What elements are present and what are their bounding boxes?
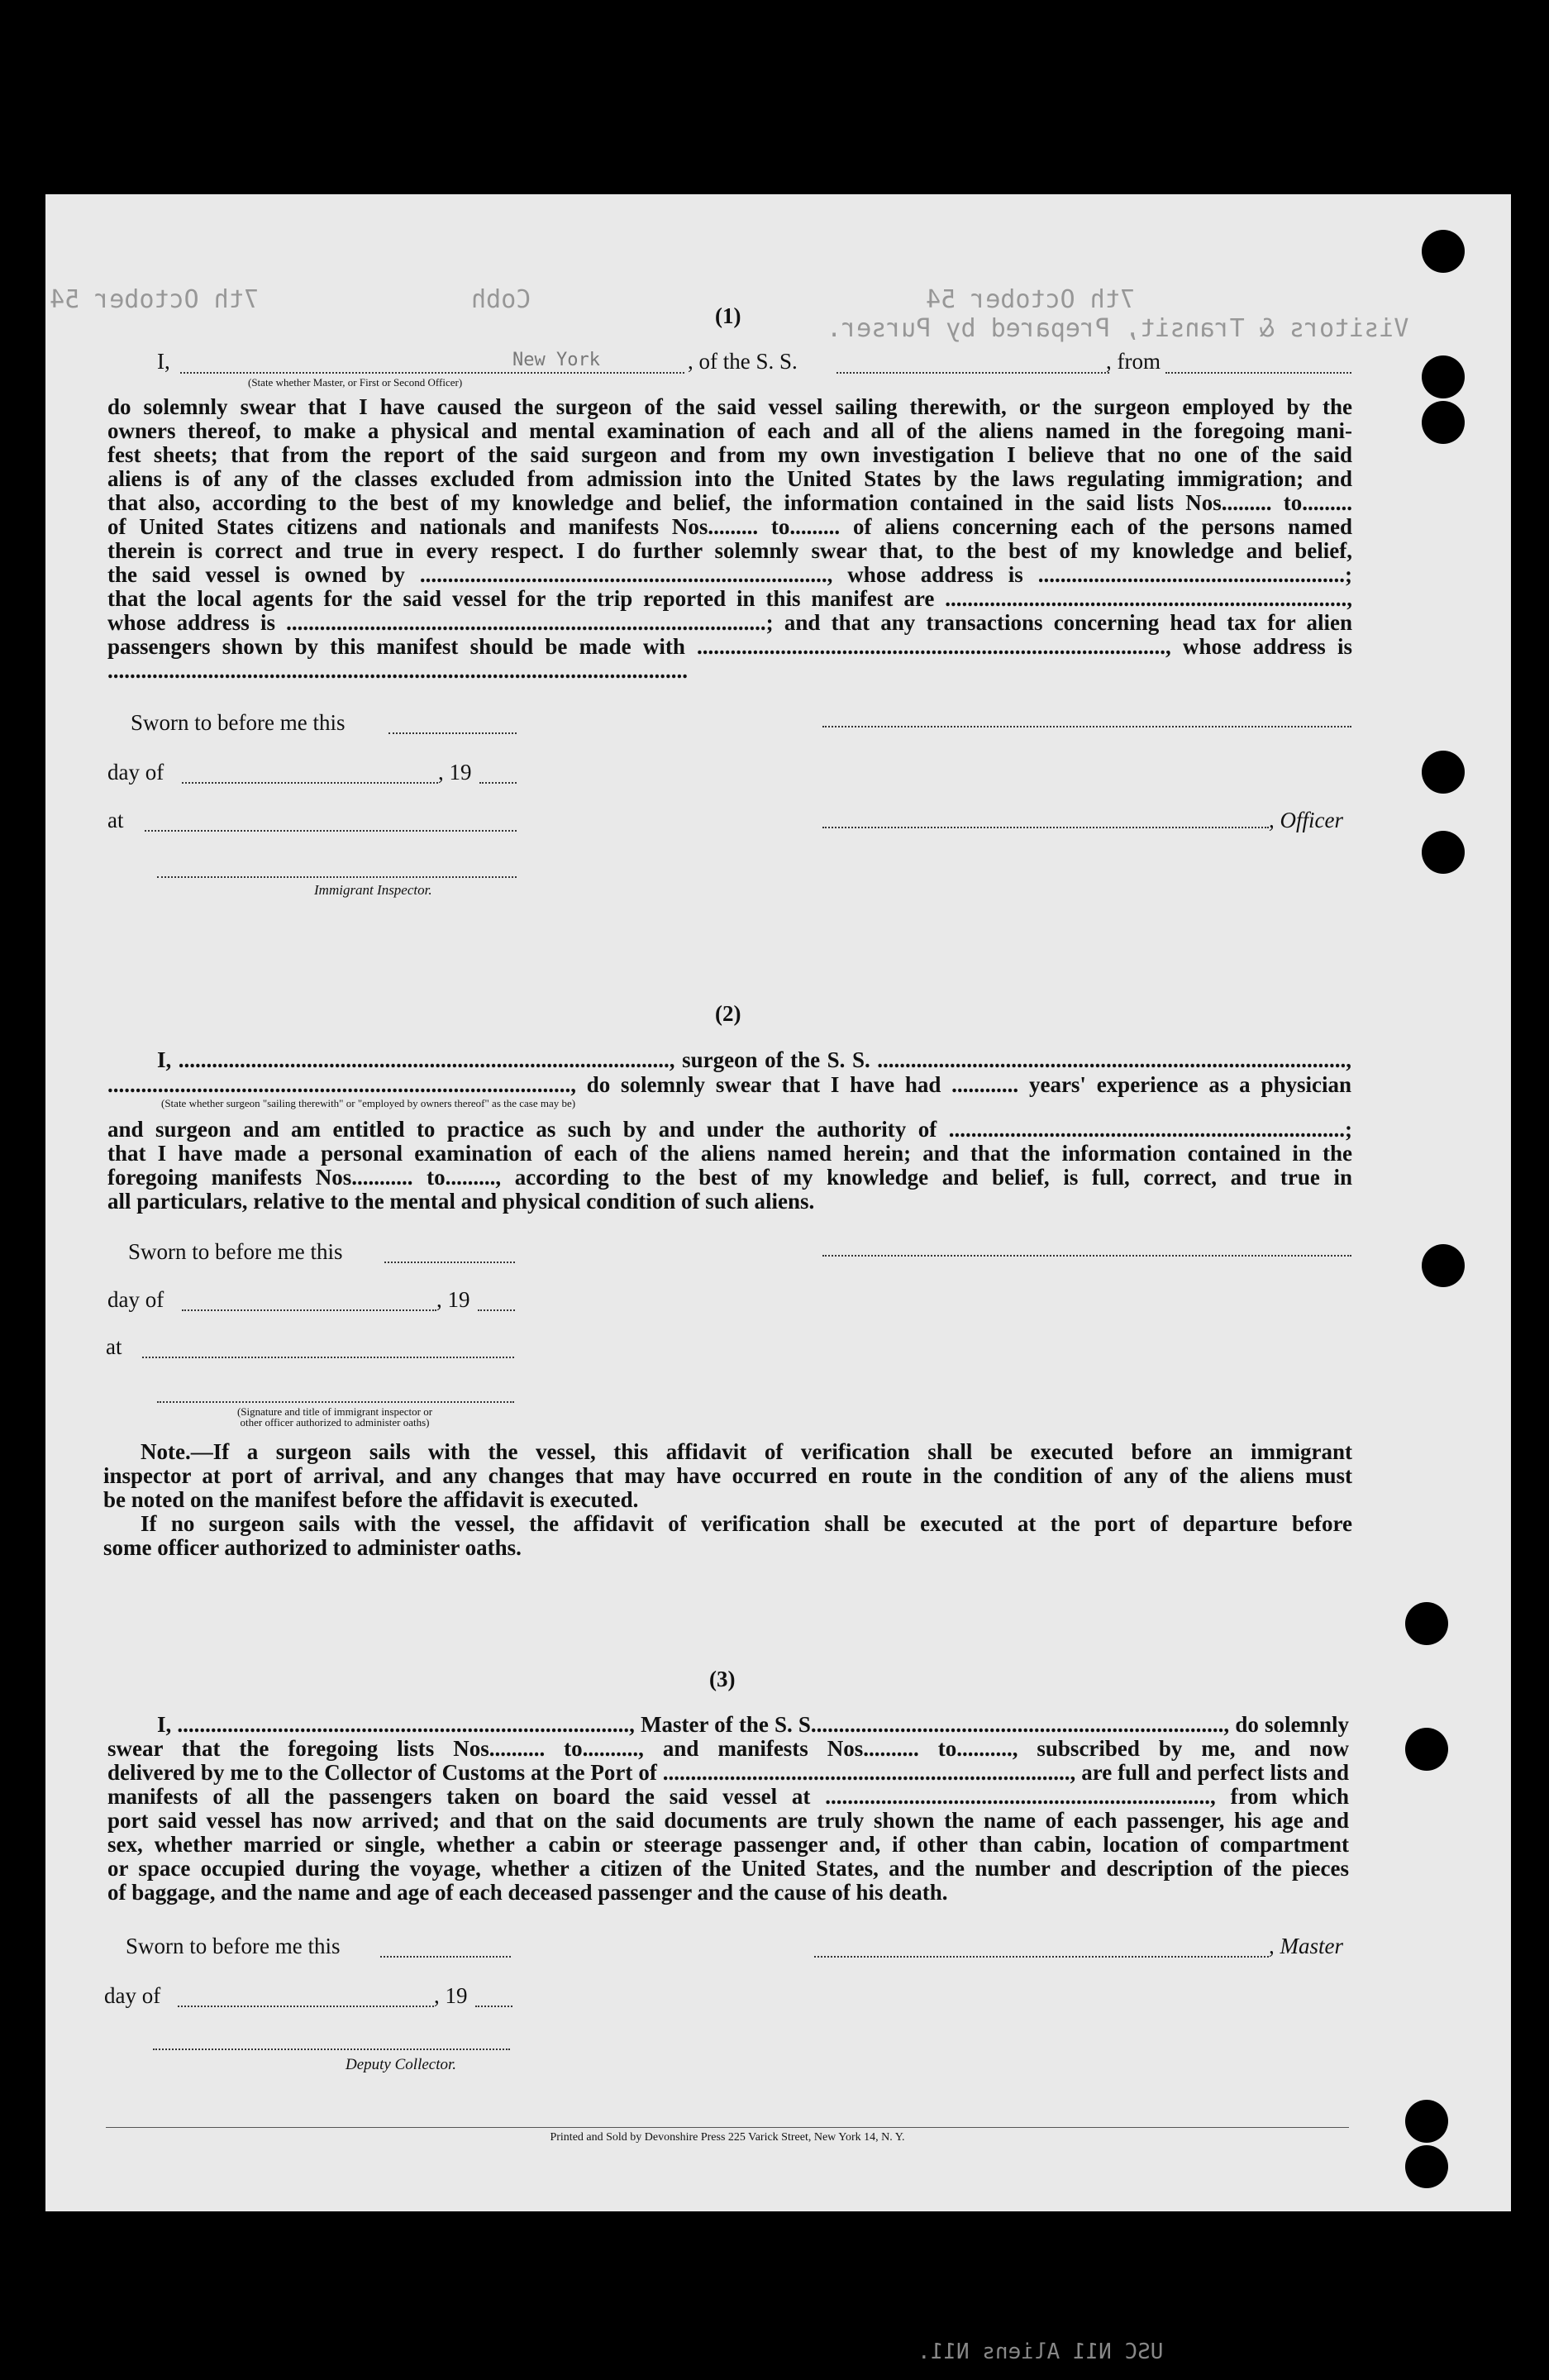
body-line: all particulars, relative to the mental and physical condition of such aliens.	[107, 1189, 815, 1214]
body-line: fest sheets; that from the report of the said surgeon and from my own investigation I believe that no one of the said	[107, 442, 1352, 467]
at-rule	[142, 1357, 514, 1358]
printer-footer: Printed and Sold by Devonshire Press 225 Varick Street, New York 14, N. Y.	[550, 2131, 905, 2144]
note-line: If no surgeon sails with the vessel, the affidavit of verification shall be executed at the port of departure before	[141, 1511, 1352, 1536]
sworn-label: Sworn to before me this	[131, 710, 346, 735]
sworn-rule	[388, 732, 517, 734]
body-line: or space occupied during the voyage, whether a citizen of the United States, and the number and description of the pieces	[107, 1856, 1349, 1881]
body-line: of United States citizens and nationals and manifests Nos......... to......... of aliens concerning each of the persons named	[107, 514, 1352, 539]
officer-sig-rule	[822, 1255, 1351, 1257]
note-line: inspector at port of arrival, and any changes that may have occurred en route in the condition of any of the aliens must	[103, 1463, 1352, 1488]
line1-from-rule	[1165, 372, 1351, 374]
at-label: at	[106, 1334, 122, 1359]
year-label: , 19	[434, 1983, 468, 2008]
body-line: manifests of all the passengers taken on board the said vessel at ....................................................................., from which	[107, 1784, 1349, 1809]
day-of-rule	[182, 1309, 436, 1311]
bleed-bottom: USC N11 Aliens N11.	[917, 2339, 1164, 2364]
sig-caption-2: other officer authorized to administer oaths)	[240, 1416, 430, 1428]
note-line: Note.—If a surgeon sails with the vessel, this affidavit of verification shall be executed before an immigrant	[141, 1439, 1352, 1464]
body-line: that also, according to the best of my knowledge and belief, the information contained in the said lists Nos......... to.........	[107, 490, 1352, 515]
inspector-sig-rule	[157, 1401, 514, 1403]
year-rule	[475, 2006, 512, 2007]
officer-label: , Officer	[1269, 808, 1343, 832]
bleed-top-line: Visitors & Transit, Prepared by Purser.	[827, 314, 1409, 343]
officer-sig-rule	[822, 827, 1269, 828]
body-line: ........................................................................................................	[107, 658, 688, 683]
year-label: , 19	[436, 1287, 470, 1312]
line1-fill-rule	[180, 372, 684, 374]
day-of-label: day of	[107, 1287, 164, 1312]
body-line: owners thereof, to make a physical and mental examination of each and all of the aliens named in the foregoing mani-	[107, 418, 1352, 443]
day-of-rule	[178, 2006, 434, 2007]
line1-from: , from	[1106, 349, 1161, 374]
bleed-date: 7th October 54	[926, 285, 1135, 314]
body-line: of baggage, and the name and age of each deceased passenger and the cause of his death.	[107, 1880, 948, 1905]
surgeon-line2: ..................................................................................., do solemnly swear that I have had ............ years' experience as a physician	[107, 1072, 1351, 1097]
line1-caption: (State whether Master, or First or Second Officer)	[248, 376, 463, 389]
punch-hole	[1405, 1602, 1448, 1645]
body-line: therein is correct and true in every respect. I do further solemnly swear that, to the best of my knowledge and belief,	[107, 538, 1352, 563]
punch-hole	[1422, 230, 1465, 273]
master-sig-rule	[814, 1956, 1269, 1958]
punch-hole	[1422, 401, 1465, 444]
sworn-rule	[380, 1956, 511, 1958]
punch-hole	[1422, 751, 1465, 794]
body-line: I, ................................................................................., Master of the S. S.........................................................................., do solemnly	[157, 1712, 1349, 1737]
year-label: , 19	[438, 760, 472, 785]
section-2-body	[107, 1118, 1352, 1214]
punch-hole	[1422, 1244, 1465, 1287]
day-of-rule	[182, 782, 438, 784]
footer-rule	[106, 2127, 1349, 2128]
section-1-number: (1)	[715, 303, 741, 328]
collector-sig-rule	[153, 2049, 510, 2050]
body-line: and surgeon and am entitled to practice as such by and under the authority of .......................................................................;	[107, 1117, 1352, 1142]
at-label: at	[107, 808, 124, 832]
day-of-label: day of	[104, 1983, 161, 2008]
year-rule	[479, 782, 517, 784]
day-of-label: day of	[107, 760, 164, 785]
year-rule	[478, 1309, 515, 1311]
section-1-line1-i: I,	[157, 349, 170, 374]
body-line: the said vessel is owned by ........................................................................., whose address is .......................................................;	[107, 562, 1352, 587]
line1-ss: , of the S. S.	[688, 349, 798, 374]
body-line: that the local agents for the said vessel for the trip reported in this manifest are ........................................................................,	[107, 586, 1352, 611]
section-3-number: (3)	[709, 1667, 736, 1691]
note-line: be noted on the manifest before the affidavit is executed.	[103, 1487, 639, 1512]
body-line: swear that the foregoing lists Nos.......... to.........., and manifests Nos.......... to.........., subscribed by me, and now	[107, 1736, 1349, 1761]
surgeon-caption: (State whether surgeon "sailing therewith" or "employed by owners thereof" as the case may be)	[161, 1097, 576, 1109]
inspector-label: Immigrant Inspector.	[314, 882, 432, 898]
note-line: some officer authorized to administer oaths.	[103, 1535, 522, 1560]
punch-hole	[1405, 1728, 1448, 1771]
bleed-left-date: 7th October 54	[50, 285, 259, 314]
section-1-body	[107, 395, 1352, 683]
body-line: passengers shown by this manifest should be made with ...................................................................................., whose address is	[107, 634, 1352, 659]
body-line: whose address is ......................................................................................; and that any transactions concerning head tax for alien	[107, 610, 1352, 635]
punch-hole	[1422, 355, 1465, 398]
line1-ss-rule	[836, 372, 1109, 374]
section-3-body	[107, 1713, 1349, 1905]
body-line: port said vessel has now arrived; and that on the said documents are truly shown the name of each passenger, his age and	[107, 1808, 1349, 1833]
line1-fill-value: New York	[512, 350, 600, 370]
officer-sig-rule-top	[822, 726, 1351, 727]
at-rule	[145, 830, 517, 832]
body-line: foregoing manifests Nos........... to........., according to the best of my knowledge and belief, is full, correct, and true in	[107, 1165, 1352, 1190]
surgeon-line1: I, ........................................................................................, surgeon of the S. S. ....................................................................................,	[157, 1047, 1351, 1072]
punch-hole	[1405, 2145, 1448, 2188]
collector-label: Deputy Collector.	[346, 2056, 457, 2073]
body-line: do solemnly swear that I have caused the surgeon of the said vessel sailing therewith, or the surgeon employed by the	[107, 394, 1352, 419]
note-block	[103, 1440, 1352, 1560]
sig-caption-1: (Signature and title of immigrant inspector or	[236, 1405, 433, 1418]
sworn-rule	[384, 1262, 515, 1263]
sworn-label: Sworn to before me this	[128, 1239, 343, 1264]
body-line: delivered by me to the Collector of Customs at the Port of ........................................................................., are full and perfect lists and	[107, 1760, 1349, 1785]
punch-hole	[1405, 2100, 1448, 2143]
sworn-label: Sworn to before me this	[126, 1934, 341, 1958]
master-label: , Master	[1269, 1934, 1343, 1958]
punch-hole	[1422, 831, 1465, 874]
section-2-number: (2)	[715, 1001, 741, 1026]
body-line: that I have made a personal examination of each of the aliens named herein; and that the information contained in the	[107, 1141, 1352, 1166]
body-line: aliens is of any of the classes excluded from admission into the United States by the laws regulating immigration; and	[107, 466, 1352, 491]
body-line: sex, whether married or single, whether a cabin or steerage passenger and, if other than cabin, location of compartment	[107, 1832, 1349, 1857]
bleed-port: Cobh	[471, 285, 531, 314]
